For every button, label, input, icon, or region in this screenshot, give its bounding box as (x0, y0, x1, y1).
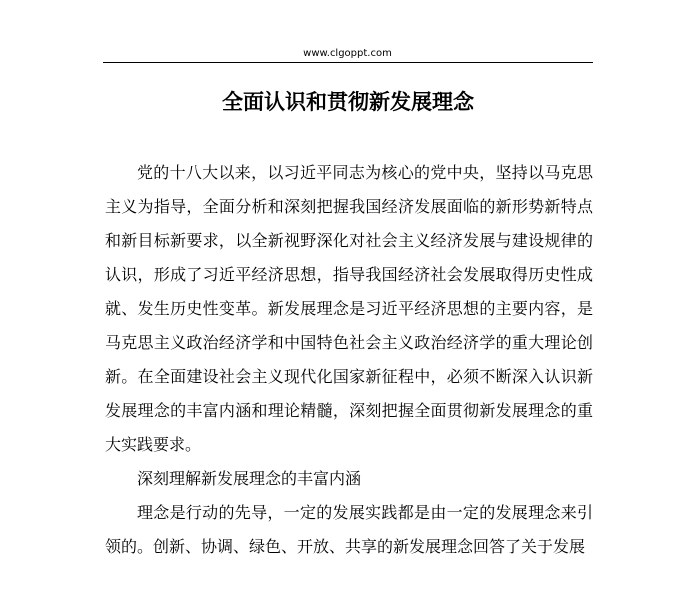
header-site-url: www.clgoppt.com (303, 48, 392, 59)
document-body (105, 156, 593, 564)
section-heading: 深刻理解新发展理念的丰富内涵 (137, 469, 362, 488)
intro-paragraph: 党的十八大以来，以习近平同志为核心的党中央，坚持以马克思主义为指导，全面分析和深刻把握我国经济发展面临的新形势新特点和新目标新要求，以全新视野深化对社会主义经济发展与建设规律的认识，形成了习近平经济思想，指导我国经济社会发展取得历史性成就、发生历史性变革。新发展理念是习近平经济思想的主要内容，是马克思主义政治经济学和中国特色社会主义政治经济学的重大理论创新。在全面建设社会主义现代化国家新征程中，必须不断深入认识新发展理念的丰富内涵和理论精髓，深刻把握全面贯彻新发展理念的重大实践要求。 (105, 163, 593, 454)
header-divider (103, 62, 593, 63)
document-title: 全面认识和贯彻新发展理念 (222, 90, 474, 114)
body-paragraph: 理念是行动的先导，一定的发展实践都是由一定的发展理念来引领的。创新、协调、绿色、开放、共享的新发展理念回答了关于发展 (105, 503, 593, 556)
